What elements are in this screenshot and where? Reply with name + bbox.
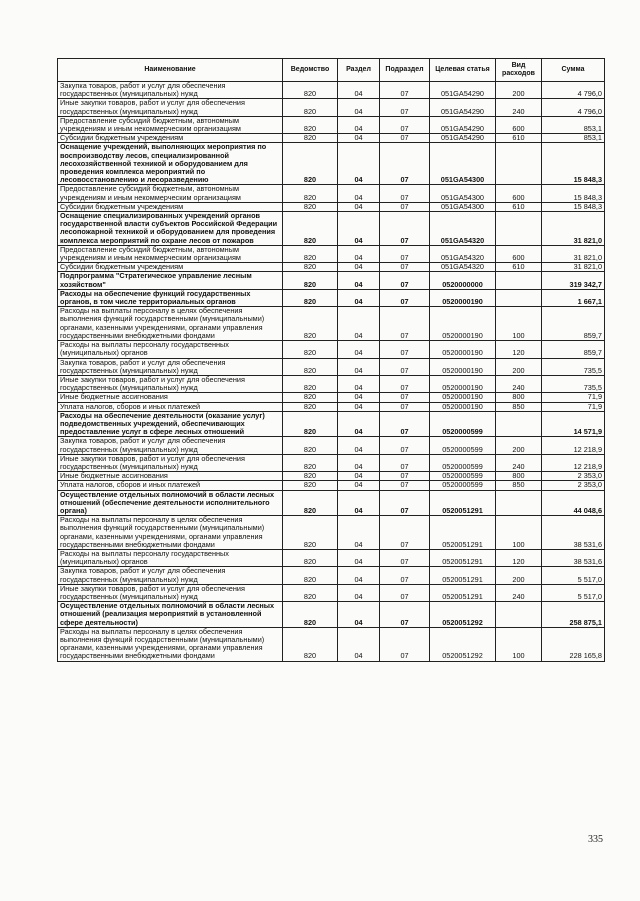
row-subsection: 07 <box>380 82 430 99</box>
row-target-article: 051GA54300 <box>430 202 496 211</box>
table-row <box>58 82 605 99</box>
row-subsection: 07 <box>380 263 430 272</box>
row-section: 04 <box>338 567 380 584</box>
row-target-article: 0520000190 <box>430 307 496 341</box>
row-amount: 4 796,0 <box>542 82 605 99</box>
row-expense-type: 240 <box>496 375 542 392</box>
row-section: 04 <box>338 116 380 133</box>
row-amount: 2 353,0 <box>542 472 605 481</box>
row-amount: 38 531,6 <box>542 516 605 550</box>
row-expense-type <box>496 289 542 306</box>
row-name: Субсидии бюджетным учреждениям <box>58 202 283 211</box>
row-target-article: 0520051291 <box>430 567 496 584</box>
table-row <box>58 549 605 566</box>
table-row <box>58 116 605 133</box>
row-name: Иные бюджетные ассигнования <box>58 393 283 402</box>
header-target-article: Целевая статья <box>430 59 496 82</box>
header-amount: Сумма <box>542 59 605 82</box>
row-name: Расходы на выплаты персоналу государственных (муниципальных) органов <box>58 549 283 566</box>
row-amount: 14 571,9 <box>542 411 605 437</box>
row-name: Предоставление субсидий бюджетным, автономным учреждениям и иным некоммерческим организациям <box>58 116 283 133</box>
row-department: 820 <box>283 437 338 454</box>
table-row <box>58 212 605 246</box>
table-row <box>58 627 605 661</box>
row-subsection: 07 <box>380 602 430 628</box>
row-target-article: 0520000190 <box>430 402 496 411</box>
row-section: 04 <box>338 490 380 516</box>
row-name: Расходы на обеспечение функций государственных органов, в том числе территориальных органов <box>58 289 283 306</box>
row-target-article: 0520000599 <box>430 481 496 490</box>
table-header-row <box>58 59 605 82</box>
row-subsection: 07 <box>380 402 430 411</box>
row-section: 04 <box>338 143 380 185</box>
row-department: 820 <box>283 212 338 246</box>
row-department: 820 <box>283 99 338 116</box>
row-section: 04 <box>338 549 380 566</box>
row-expense-type: 120 <box>496 549 542 566</box>
row-target-article: 0520000599 <box>430 472 496 481</box>
row-target-article: 0520000190 <box>430 375 496 392</box>
row-target-article: 051GA54320 <box>430 263 496 272</box>
row-target-article: 0520051292 <box>430 602 496 628</box>
row-name: Уплата налогов, сборов и иных платежей <box>58 481 283 490</box>
row-amount: 735,5 <box>542 358 605 375</box>
row-department: 820 <box>283 549 338 566</box>
row-target-article: 0520000190 <box>430 358 496 375</box>
row-expense-type <box>496 212 542 246</box>
page-number: 335 <box>588 834 603 845</box>
row-subsection: 07 <box>380 358 430 375</box>
row-department: 820 <box>283 375 338 392</box>
row-section: 04 <box>338 212 380 246</box>
row-section: 04 <box>338 307 380 341</box>
table-row <box>58 393 605 402</box>
row-subsection: 07 <box>380 307 430 341</box>
row-target-article: 0520000000 <box>430 272 496 289</box>
row-amount: 859,7 <box>542 341 605 358</box>
row-expense-type: 850 <box>496 481 542 490</box>
row-name: Расходы на обеспечение деятельности (оказание услуг) подведомственных учреждений, обеспечивающих предоставление услуг в сфере лесных отношений <box>58 411 283 437</box>
row-subsection: 07 <box>380 341 430 358</box>
row-subsection: 07 <box>380 143 430 185</box>
row-amount: 12 218,9 <box>542 437 605 454</box>
row-amount: 228 165,8 <box>542 627 605 661</box>
row-section: 04 <box>338 437 380 454</box>
row-department: 820 <box>283 263 338 272</box>
row-expense-type: 200 <box>496 358 542 375</box>
row-expense-type: 240 <box>496 99 542 116</box>
row-amount: 71,9 <box>542 393 605 402</box>
row-target-article: 0520051291 <box>430 549 496 566</box>
row-target-article: 0520051292 <box>430 627 496 661</box>
row-name: Оснащение учреждений, выполняющих мероприятия по воспроизводству лесов, специализированной лесохозяйственной техникой и оборудованием для проведения комплекса мероприятий по лесовосстановлению и лесоразведению <box>58 143 283 185</box>
row-expense-type: 600 <box>496 116 542 133</box>
row-subsection: 07 <box>380 185 430 202</box>
row-section: 04 <box>338 99 380 116</box>
row-subsection: 07 <box>380 627 430 661</box>
row-section: 04 <box>338 602 380 628</box>
header-section: Раздел <box>338 59 380 82</box>
table-row <box>58 490 605 516</box>
row-subsection: 07 <box>380 212 430 246</box>
row-expense-type: 200 <box>496 82 542 99</box>
table-row <box>58 402 605 411</box>
row-department: 820 <box>283 402 338 411</box>
row-target-article: 051GA54290 <box>430 82 496 99</box>
row-section: 04 <box>338 289 380 306</box>
row-section: 04 <box>338 245 380 262</box>
header-name: Наименование <box>58 59 283 82</box>
row-subsection: 07 <box>380 411 430 437</box>
row-department: 820 <box>283 272 338 289</box>
row-amount: 859,7 <box>542 307 605 341</box>
row-expense-type: 120 <box>496 341 542 358</box>
row-department: 820 <box>283 307 338 341</box>
table-row <box>58 289 605 306</box>
row-amount: 31 821,0 <box>542 263 605 272</box>
row-subsection: 07 <box>380 116 430 133</box>
row-target-article: 0520051291 <box>430 490 496 516</box>
row-target-article: 0520000599 <box>430 454 496 471</box>
row-subsection: 07 <box>380 202 430 211</box>
row-section: 04 <box>338 481 380 490</box>
row-section: 04 <box>338 185 380 202</box>
row-department: 820 <box>283 82 338 99</box>
row-department: 820 <box>283 393 338 402</box>
row-subsection: 07 <box>380 393 430 402</box>
row-amount: 15 848,3 <box>542 185 605 202</box>
table-row <box>58 99 605 116</box>
row-subsection: 07 <box>380 549 430 566</box>
table-row <box>58 272 605 289</box>
row-section: 04 <box>338 627 380 661</box>
row-section: 04 <box>338 516 380 550</box>
row-section: 04 <box>338 393 380 402</box>
row-name: Субсидии бюджетным учреждениям <box>58 263 283 272</box>
row-target-article: 051GA54300 <box>430 143 496 185</box>
row-target-article: 051GA54290 <box>430 116 496 133</box>
row-subsection: 07 <box>380 375 430 392</box>
row-section: 04 <box>338 341 380 358</box>
row-amount: 4 796,0 <box>542 99 605 116</box>
row-name: Иные бюджетные ассигнования <box>58 472 283 481</box>
table-row <box>58 307 605 341</box>
row-name: Оснащение специализированных учреждений органов государственной власти субъектов Российской Федерации лесопожарной техникой и оборудованием для проведения комплекса мероприятий по охране лесов от пожаров <box>58 212 283 246</box>
row-section: 04 <box>338 358 380 375</box>
table-row <box>58 375 605 392</box>
row-name: Иные закупки товаров, работ и услуг для обеспечения государственных (муниципальных) нужд <box>58 99 283 116</box>
row-subsection: 07 <box>380 481 430 490</box>
row-target-article: 0520000599 <box>430 437 496 454</box>
row-department: 820 <box>283 116 338 133</box>
row-subsection: 07 <box>380 516 430 550</box>
row-expense-type: 100 <box>496 307 542 341</box>
row-department: 820 <box>283 358 338 375</box>
row-name: Осуществление отдельных полномочий в области лесных отношений (реализация мероприятий в установленной сфере деятельности) <box>58 602 283 628</box>
row-name: Предоставление субсидий бюджетным, автономным учреждениям и иным некоммерческим организациям <box>58 245 283 262</box>
table-row <box>58 143 605 185</box>
row-section: 04 <box>338 375 380 392</box>
row-target-article: 0520000599 <box>430 411 496 437</box>
row-expense-type <box>496 272 542 289</box>
row-name: Иные закупки товаров, работ и услуг для обеспечения государственных (муниципальных) нужд <box>58 375 283 392</box>
table-row <box>58 411 605 437</box>
row-name: Иные закупки товаров, работ и услуг для обеспечения государственных (муниципальных) нужд <box>58 584 283 601</box>
row-amount: 44 048,6 <box>542 490 605 516</box>
row-expense-type <box>496 143 542 185</box>
row-expense-type: 200 <box>496 567 542 584</box>
row-section: 04 <box>338 134 380 143</box>
row-name: Иные закупки товаров, работ и услуг для обеспечения государственных (муниципальных) нужд <box>58 454 283 471</box>
table-row <box>58 437 605 454</box>
row-department: 820 <box>283 245 338 262</box>
row-expense-type: 800 <box>496 393 542 402</box>
row-department: 820 <box>283 516 338 550</box>
table-row <box>58 454 605 471</box>
row-expense-type <box>496 411 542 437</box>
row-amount: 38 531,6 <box>542 549 605 566</box>
row-amount: 1 667,1 <box>542 289 605 306</box>
row-target-article: 0520000190 <box>430 341 496 358</box>
header-subsection: Подраздел <box>380 59 430 82</box>
row-section: 04 <box>338 202 380 211</box>
row-name: Закупка товаров, работ и услуг для обеспечения государственных (муниципальных) нужд <box>58 358 283 375</box>
row-target-article: 051GA54320 <box>430 212 496 246</box>
row-section: 04 <box>338 82 380 99</box>
row-name: Уплата налогов, сборов и иных платежей <box>58 402 283 411</box>
row-amount: 31 821,0 <box>542 212 605 246</box>
row-name: Закупка товаров, работ и услуг для обеспечения государственных (муниципальных) нужд <box>58 567 283 584</box>
row-amount: 853,1 <box>542 134 605 143</box>
row-amount: 258 875,1 <box>542 602 605 628</box>
table-body <box>58 82 605 662</box>
row-amount: 5 517,0 <box>542 584 605 601</box>
row-name: Субсидии бюджетным учреждениям <box>58 134 283 143</box>
table-row <box>58 567 605 584</box>
row-department: 820 <box>283 341 338 358</box>
row-subsection: 07 <box>380 99 430 116</box>
row-section: 04 <box>338 454 380 471</box>
row-department: 820 <box>283 134 338 143</box>
row-amount: 319 342,7 <box>542 272 605 289</box>
row-department: 820 <box>283 602 338 628</box>
row-department: 820 <box>283 627 338 661</box>
row-amount: 853,1 <box>542 116 605 133</box>
row-subsection: 07 <box>380 490 430 516</box>
row-expense-type: 240 <box>496 454 542 471</box>
row-section: 04 <box>338 584 380 601</box>
row-subsection: 07 <box>380 584 430 601</box>
row-department: 820 <box>283 411 338 437</box>
row-target-article: 051GA54300 <box>430 185 496 202</box>
row-target-article: 051GA54290 <box>430 99 496 116</box>
row-expense-type: 610 <box>496 263 542 272</box>
row-name: Подпрограмма "Стратегическое управление лесным хозяйством" <box>58 272 283 289</box>
row-name: Осуществление отдельных полномочий в области лесных отношений (обеспечение деятельности исполнительного органа) <box>58 490 283 516</box>
row-department: 820 <box>283 584 338 601</box>
row-subsection: 07 <box>380 134 430 143</box>
row-subsection: 07 <box>380 272 430 289</box>
row-amount: 735,5 <box>542 375 605 392</box>
row-section: 04 <box>338 472 380 481</box>
row-department: 820 <box>283 289 338 306</box>
row-name: Расходы на выплаты персоналу в целях обеспечения выполнения функций государственными (муниципальными) органами, казенными учреждениями, органами управления государственными внебюджетными фондами <box>58 307 283 341</box>
table-row <box>58 602 605 628</box>
row-expense-type: 200 <box>496 437 542 454</box>
row-name: Расходы на выплаты персоналу государственных (муниципальных) органов <box>58 341 283 358</box>
row-expense-type: 610 <box>496 134 542 143</box>
row-target-article: 051GA54320 <box>430 245 496 262</box>
row-amount: 12 218,9 <box>542 454 605 471</box>
row-department: 820 <box>283 481 338 490</box>
row-expense-type: 850 <box>496 402 542 411</box>
row-expense-type: 100 <box>496 627 542 661</box>
row-expense-type: 610 <box>496 202 542 211</box>
row-expense-type: 600 <box>496 185 542 202</box>
row-department: 820 <box>283 490 338 516</box>
row-expense-type <box>496 490 542 516</box>
row-amount: 15 848,3 <box>542 202 605 211</box>
row-department: 820 <box>283 567 338 584</box>
budget-table <box>57 58 605 662</box>
row-section: 04 <box>338 411 380 437</box>
table-row <box>58 341 605 358</box>
row-section: 04 <box>338 263 380 272</box>
row-target-article: 0520051291 <box>430 516 496 550</box>
row-department: 820 <box>283 143 338 185</box>
row-expense-type: 100 <box>496 516 542 550</box>
row-amount: 2 353,0 <box>542 481 605 490</box>
row-expense-type: 240 <box>496 584 542 601</box>
table-row <box>58 245 605 262</box>
row-department: 820 <box>283 185 338 202</box>
header-expense-type: Вид расходов <box>496 59 542 82</box>
row-subsection: 07 <box>380 567 430 584</box>
row-name: Расходы на выплаты персоналу в целях обеспечения выполнения функций государственными (муниципальными) органами, казенными учреждениями, органами управления государственными внебюджетными фондами <box>58 516 283 550</box>
row-subsection: 07 <box>380 472 430 481</box>
row-department: 820 <box>283 472 338 481</box>
row-amount: 5 517,0 <box>542 567 605 584</box>
row-subsection: 07 <box>380 245 430 262</box>
table-row <box>58 516 605 550</box>
table-row <box>58 481 605 490</box>
row-name: Закупка товаров, работ и услуг для обеспечения государственных (муниципальных) нужд <box>58 437 283 454</box>
row-department: 820 <box>283 202 338 211</box>
table-row <box>58 584 605 601</box>
row-target-article: 051GA54290 <box>430 134 496 143</box>
row-subsection: 07 <box>380 454 430 471</box>
row-target-article: 0520000190 <box>430 393 496 402</box>
row-subsection: 07 <box>380 289 430 306</box>
row-section: 04 <box>338 402 380 411</box>
row-name: Расходы на выплаты персоналу в целях обеспечения выполнения функций государственными (муниципальными) органами, казенными учреждениями, органами управления государственными внебюджетными фондами <box>58 627 283 661</box>
row-department: 820 <box>283 454 338 471</box>
row-amount: 31 821,0 <box>542 245 605 262</box>
row-name: Закупка товаров, работ и услуг для обеспечения государственных (муниципальных) нужд <box>58 82 283 99</box>
table-row <box>58 358 605 375</box>
row-target-article: 0520000190 <box>430 289 496 306</box>
row-section: 04 <box>338 272 380 289</box>
row-target-article: 0520051291 <box>430 584 496 601</box>
row-name: Предоставление субсидий бюджетным, автономным учреждениям и иным некоммерческим организациям <box>58 185 283 202</box>
row-expense-type: 800 <box>496 472 542 481</box>
header-department: Ведомство <box>283 59 338 82</box>
row-amount: 15 848,3 <box>542 143 605 185</box>
row-amount: 71,9 <box>542 402 605 411</box>
table-row <box>58 185 605 202</box>
row-subsection: 07 <box>380 437 430 454</box>
row-expense-type <box>496 602 542 628</box>
row-expense-type: 600 <box>496 245 542 262</box>
